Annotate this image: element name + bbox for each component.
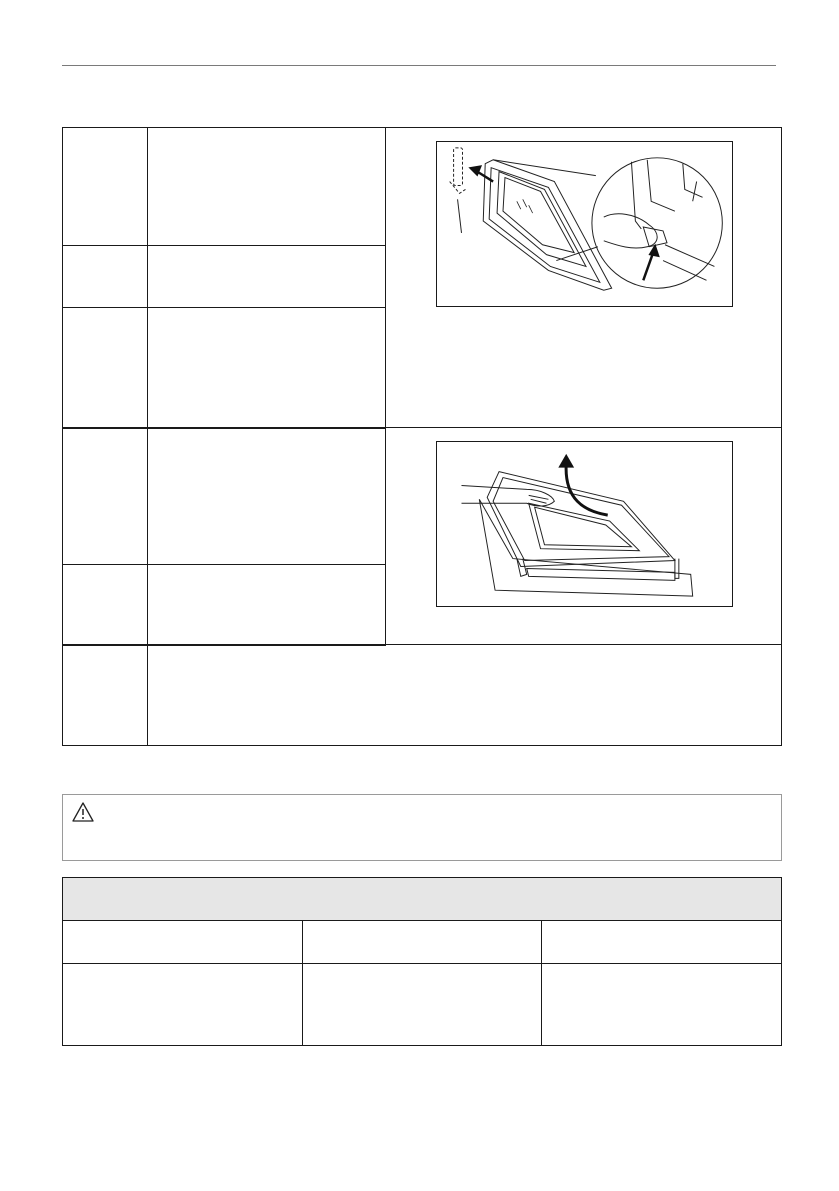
step-text (148, 246, 386, 308)
specs-table (62, 877, 782, 1046)
step-number (63, 128, 148, 246)
figure-1-svg (437, 142, 732, 306)
step-text (148, 428, 386, 565)
figure-2-svg (437, 442, 732, 606)
warning-box (62, 794, 782, 861)
warning-triangle-icon (71, 801, 95, 823)
step-number (63, 565, 148, 645)
door-glass-lift-illustration (436, 441, 733, 607)
step-text (148, 645, 782, 746)
specs-table-title (63, 878, 782, 921)
specs-column-header (302, 921, 542, 964)
door-glass-panel-removal-illustration (436, 141, 733, 307)
step-number (63, 246, 148, 308)
specs-cell (302, 964, 542, 1046)
step-text (148, 308, 386, 428)
specs-column-header (542, 921, 782, 964)
header-rule (62, 65, 776, 66)
step-number (63, 428, 148, 565)
step-text (148, 128, 386, 246)
step-text (148, 565, 386, 645)
specs-column-header (63, 921, 303, 964)
figure-cell-1 (386, 128, 782, 428)
steps-table (62, 127, 782, 746)
step-number (63, 645, 148, 746)
figure-cell-2 (386, 428, 782, 645)
step-number (63, 308, 148, 428)
specs-cell (63, 964, 303, 1046)
specs-cell (542, 964, 782, 1046)
